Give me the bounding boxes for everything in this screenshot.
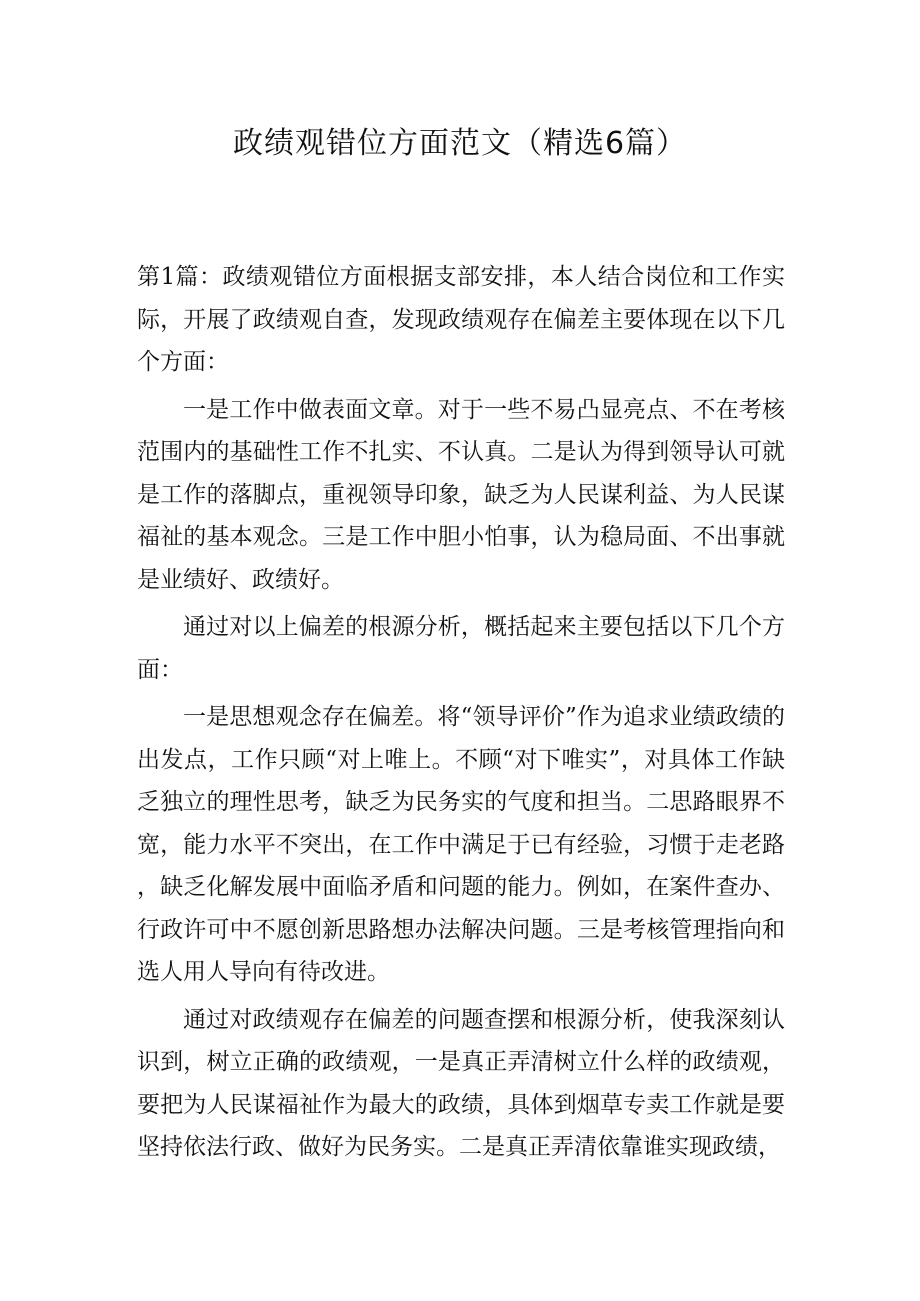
paragraph-2: 一是工作中做表面文章。对于一些不易凸显亮点、不在考核范围内的基础性工作不扎实、不认真。二是认为得到领导认可就是工作的落脚点，重视领导印象，缺乏为人民谋利益、为人民谋福祉的基本观念。三是工作中胆小怕事，认为稳局面、不出事就是业绩好、政绩好。 [137,396,785,593]
paragraph-1: 第1篇：政绩观错位方面根据支部安排，本人结合岗位和工作实际，开展了政绩观自查，发现政绩观存在偏差主要体现在以下几个方面： [137,264,785,375]
document-title: 政绩观错位方面范文（精选6篇） [232,126,688,161]
paragraph-3: 通过对以上偏差的根源分析，概括起来主要包括以下几个方面： [137,614,785,683]
paragraph-4: 一是思想观念存在偏差。将“领导评价”作为追求业绩政绩的出发点，工作只顾“对上唯上。不顾“对下唯实”，对具体工作缺乏独立的理性思考，缺乏为民务实的气度和担当。二思路眼界不宽，能力水平不突出，在工作中满足于已有经验，习惯于走老路，缺乏化解发展中面临矛盾和问题的能力。例如，在案件查办、行政许可中不愿创新思路想办法解决问题。三是考核管理指向和选人用人导向有待改进。 [137,704,785,985]
document-body [137,256,785,1174]
paragraph-5: 通过对政绩观存在偏差的问题查摆和根源分析，使我深刻认识到，树立正确的政绩观，一是真正弄清树立什么样的政绩观，要把为人民谋福祉作为最大的政绩，具体到烟草专卖工作就是要坚持依法行政、做好为民务实。二是真正弄清依靠谁实现政绩， [137,1006,785,1160]
